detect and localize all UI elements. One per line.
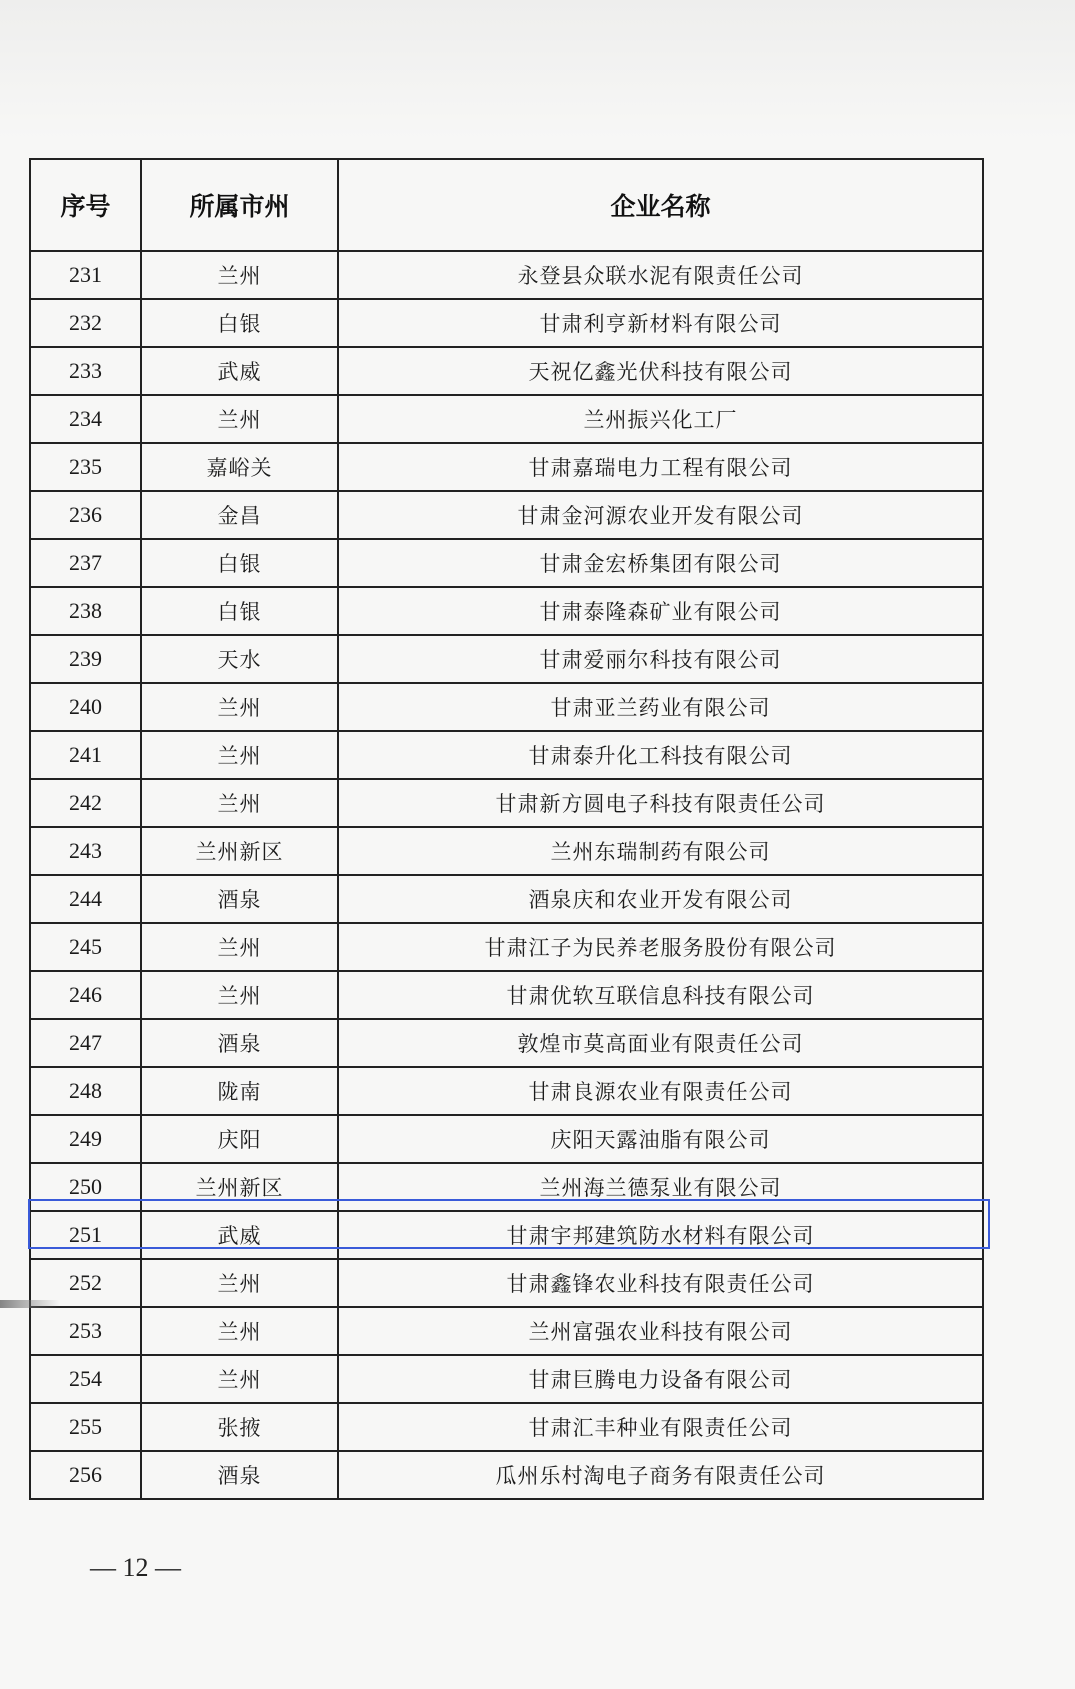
cell-city: 武威 bbox=[141, 1211, 338, 1259]
cell-name: 庆阳天露油脂有限公司 bbox=[338, 1115, 983, 1163]
table-header-row bbox=[30, 159, 983, 251]
cell-seq: 252 bbox=[30, 1259, 141, 1307]
cell-seq: 250 bbox=[30, 1163, 141, 1211]
cell-name: 兰州海兰德泵业有限公司 bbox=[338, 1163, 983, 1211]
cell-name: 永登县众联水泥有限责任公司 bbox=[338, 251, 983, 299]
cell-seq: 232 bbox=[30, 299, 141, 347]
cell-city: 张掖 bbox=[141, 1403, 338, 1451]
cell-seq: 249 bbox=[30, 1115, 141, 1163]
cell-seq: 255 bbox=[30, 1403, 141, 1451]
table-row bbox=[30, 971, 983, 1019]
table-row bbox=[30, 1211, 983, 1259]
cell-city: 庆阳 bbox=[141, 1115, 338, 1163]
cell-name: 甘肃宇邦建筑防水材料有限公司 bbox=[338, 1211, 983, 1259]
cell-city: 兰州 bbox=[141, 1307, 338, 1355]
cell-seq: 241 bbox=[30, 731, 141, 779]
cell-seq: 244 bbox=[30, 875, 141, 923]
cell-city: 兰州 bbox=[141, 971, 338, 1019]
table-row bbox=[30, 635, 983, 683]
table-row bbox=[30, 1115, 983, 1163]
table-row bbox=[30, 1403, 983, 1451]
cell-name: 甘肃巨腾电力设备有限公司 bbox=[338, 1355, 983, 1403]
cell-name: 甘肃鑫锋农业科技有限责任公司 bbox=[338, 1259, 983, 1307]
cell-name: 甘肃爱丽尔科技有限公司 bbox=[338, 635, 983, 683]
cell-name: 甘肃亚兰药业有限公司 bbox=[338, 683, 983, 731]
cell-city: 兰州 bbox=[141, 251, 338, 299]
cell-city: 兰州 bbox=[141, 779, 338, 827]
cell-seq: 231 bbox=[30, 251, 141, 299]
cell-name: 天祝亿鑫光伏科技有限公司 bbox=[338, 347, 983, 395]
table-row bbox=[30, 491, 983, 539]
enterprise-table bbox=[29, 158, 984, 1500]
cell-city: 白银 bbox=[141, 539, 338, 587]
cell-seq: 240 bbox=[30, 683, 141, 731]
cell-city: 兰州 bbox=[141, 731, 338, 779]
cell-seq: 238 bbox=[30, 587, 141, 635]
table-row bbox=[30, 1163, 983, 1211]
table-row bbox=[30, 299, 983, 347]
cell-city: 嘉峪关 bbox=[141, 443, 338, 491]
cell-name: 甘肃利亨新材料有限公司 bbox=[338, 299, 983, 347]
cell-city: 兰州 bbox=[141, 1355, 338, 1403]
table-row bbox=[30, 347, 983, 395]
cell-seq: 239 bbox=[30, 635, 141, 683]
cell-city: 白银 bbox=[141, 587, 338, 635]
cell-city: 兰州新区 bbox=[141, 827, 338, 875]
cell-name: 敦煌市莫高面业有限责任公司 bbox=[338, 1019, 983, 1067]
table-row bbox=[30, 1019, 983, 1067]
header-seq: 序号 bbox=[30, 159, 141, 251]
cell-name: 甘肃汇丰种业有限责任公司 bbox=[338, 1403, 983, 1451]
cell-seq: 254 bbox=[30, 1355, 141, 1403]
cell-seq: 243 bbox=[30, 827, 141, 875]
table-row bbox=[30, 443, 983, 491]
cell-name: 甘肃金宏桥集团有限公司 bbox=[338, 539, 983, 587]
cell-city: 白银 bbox=[141, 299, 338, 347]
page-number: — 12 — bbox=[90, 1553, 181, 1582]
cell-city: 酒泉 bbox=[141, 1019, 338, 1067]
cell-city: 兰州 bbox=[141, 395, 338, 443]
cell-name: 甘肃泰隆森矿业有限公司 bbox=[338, 587, 983, 635]
cell-city: 陇南 bbox=[141, 1067, 338, 1115]
cell-city: 天水 bbox=[141, 635, 338, 683]
cell-seq: 235 bbox=[30, 443, 141, 491]
table-row bbox=[30, 1451, 983, 1499]
table-body bbox=[30, 251, 983, 1499]
cell-name: 甘肃江子为民养老服务股份有限公司 bbox=[338, 923, 983, 971]
cell-city: 武威 bbox=[141, 347, 338, 395]
table-row bbox=[30, 1067, 983, 1115]
table-row bbox=[30, 779, 983, 827]
cell-seq: 233 bbox=[30, 347, 141, 395]
cell-city: 兰州 bbox=[141, 1259, 338, 1307]
cell-name: 兰州富强农业科技有限公司 bbox=[338, 1307, 983, 1355]
cell-name: 甘肃嘉瑞电力工程有限公司 bbox=[338, 443, 983, 491]
cell-seq: 256 bbox=[30, 1451, 141, 1499]
table-row bbox=[30, 1259, 983, 1307]
cell-city: 酒泉 bbox=[141, 1451, 338, 1499]
cell-seq: 236 bbox=[30, 491, 141, 539]
cell-seq: 242 bbox=[30, 779, 141, 827]
table-row bbox=[30, 683, 983, 731]
cell-seq: 251 bbox=[30, 1211, 141, 1259]
header-name: 企业名称 bbox=[338, 159, 983, 251]
table-row bbox=[30, 251, 983, 299]
cell-city: 酒泉 bbox=[141, 875, 338, 923]
cell-name: 甘肃新方圆电子科技有限责任公司 bbox=[338, 779, 983, 827]
cell-name: 甘肃良源农业有限责任公司 bbox=[338, 1067, 983, 1115]
cell-name: 瓜州乐村淘电子商务有限责任公司 bbox=[338, 1451, 983, 1499]
cell-name: 甘肃优软互联信息科技有限公司 bbox=[338, 971, 983, 1019]
cell-name: 甘肃金河源农业开发有限公司 bbox=[338, 491, 983, 539]
cell-seq: 253 bbox=[30, 1307, 141, 1355]
scan-edge-mark bbox=[0, 1300, 60, 1308]
cell-city: 兰州 bbox=[141, 683, 338, 731]
cell-seq: 248 bbox=[30, 1067, 141, 1115]
cell-city: 兰州新区 bbox=[141, 1163, 338, 1211]
cell-city: 金昌 bbox=[141, 491, 338, 539]
cell-seq: 237 bbox=[30, 539, 141, 587]
cell-seq: 246 bbox=[30, 971, 141, 1019]
table-row bbox=[30, 875, 983, 923]
cell-seq: 234 bbox=[30, 395, 141, 443]
table-row bbox=[30, 395, 983, 443]
cell-name: 甘肃泰升化工科技有限公司 bbox=[338, 731, 983, 779]
table-row bbox=[30, 827, 983, 875]
table-row bbox=[30, 923, 983, 971]
header-city: 所属市州 bbox=[141, 159, 338, 251]
cell-name: 兰州东瑞制药有限公司 bbox=[338, 827, 983, 875]
table-row bbox=[30, 1307, 983, 1355]
table-row bbox=[30, 539, 983, 587]
cell-name: 酒泉庆和农业开发有限公司 bbox=[338, 875, 983, 923]
cell-seq: 245 bbox=[30, 923, 141, 971]
scan-shading bbox=[0, 0, 1075, 140]
cell-city: 兰州 bbox=[141, 923, 338, 971]
table-row bbox=[30, 1355, 983, 1403]
table-row bbox=[30, 587, 983, 635]
cell-seq: 247 bbox=[30, 1019, 141, 1067]
cell-name: 兰州振兴化工厂 bbox=[338, 395, 983, 443]
table-row bbox=[30, 731, 983, 779]
